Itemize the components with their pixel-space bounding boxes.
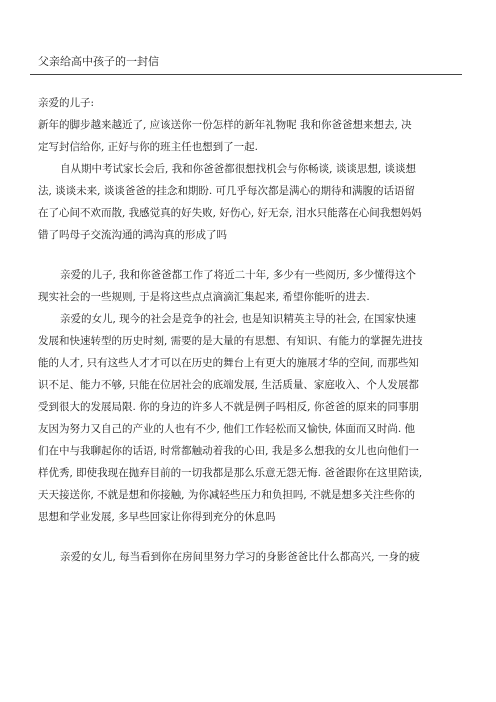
- page-header-title: 父亲给高中孩子的一封信: [38, 55, 159, 68]
- paragraph-gap: [38, 246, 462, 264]
- paragraph-line: 受到很大的发展局限. 你的身边的许多人不就是例子吗相反, 你爸爸的原来的同事朋: [38, 401, 419, 413]
- letter-salutation: 亲爱的儿子:: [38, 97, 95, 109]
- paragraph-line: 思想和学业发展, 多早些回家让你得到充分的休息吗: [38, 511, 276, 523]
- paragraph-line: 亲爱的儿子, 我和你爸爸都工作了将近二十年, 多少有一些阅历, 多少懂得这个: [60, 269, 417, 281]
- paragraph-line: 识不足、能力不够, 只能在位居社会的底端发展, 生活质量、家庭收入、个人发展都: [38, 379, 419, 391]
- paragraph-line: 友因为努力又自己的产业的人也有不少, 他们工作轻松而又愉快, 体面而又时尚. 他: [38, 423, 416, 435]
- paragraph-line: 法, 谈谈未来, 谈谈爸爸的挂念和期盼. 可几乎每次都是满心的期待和满腹的话语留: [38, 185, 416, 197]
- paragraph-line: 天天接送你, 不就是想和你接触, 为你减轻些压力和负担吗, 不就是想多关注些你的: [38, 489, 416, 501]
- paragraph-1: [38, 114, 462, 158]
- paragraph-line: 新年的脚步越来越近了, 应该送你一份怎样的新年礼物呢 我和你爸爸想来想去, 决: [38, 119, 412, 131]
- paragraph-line: 在了心间不欢而散, 我感觉真的好失败, 好伤心, 好无奈, 泪水只能落在心间我想妈妈: [38, 207, 422, 219]
- letter-body: [38, 92, 462, 568]
- paragraph-5: [38, 546, 462, 568]
- paragraph-2: [38, 158, 462, 246]
- paragraph-line: 定写封信给你, 正好与你的班主任也想到了一起.: [38, 141, 259, 153]
- paragraph-gap: [38, 528, 462, 546]
- paragraph-line: 能的人才, 只有这些人才才可以在历史的舞台上有更大的施展才华的空间, 而那些知: [38, 357, 419, 369]
- paragraph-line: 自从期中考试家长会后, 我和你爸爸都很想找机会与你畅谈, 谈谈思想, 谈谈想: [60, 163, 417, 175]
- paragraph-3: [38, 264, 462, 308]
- paragraph-line: 发展和快速转型的历史时刻, 需要的是大量的有思想、有知识、有能力的掌握先进技: [38, 335, 423, 347]
- paragraph-line: 样优秀, 即使我现在抛弃目前的一切我都是那么乐意无怨无悔. 爸爸跟你在这里陪读,: [38, 467, 423, 479]
- header-divider: [30, 74, 462, 75]
- paragraph-line: 现实社会的一些规则, 于是将这些点点滴滴汇集起来, 希望你能听的进去.: [38, 291, 370, 303]
- paragraph-line: 们在中与我聊起你的话语, 时常都触动着我的心田, 我是多么想我的女儿也向他们一: [38, 445, 419, 457]
- paragraph-line: 亲爱的女儿, 每当看到你在房间里努力学习的身影爸爸比什么都高兴, 一身的疲: [60, 551, 420, 563]
- paragraph-4: [38, 308, 462, 528]
- paragraph-line: 亲爱的女儿, 现今的社会是竞争的社会, 也是知识精英主导的社会, 在国家快速: [60, 313, 417, 325]
- paragraph-line: 错了吗母子交流沟通的鸿沟真的形成了吗: [38, 229, 227, 241]
